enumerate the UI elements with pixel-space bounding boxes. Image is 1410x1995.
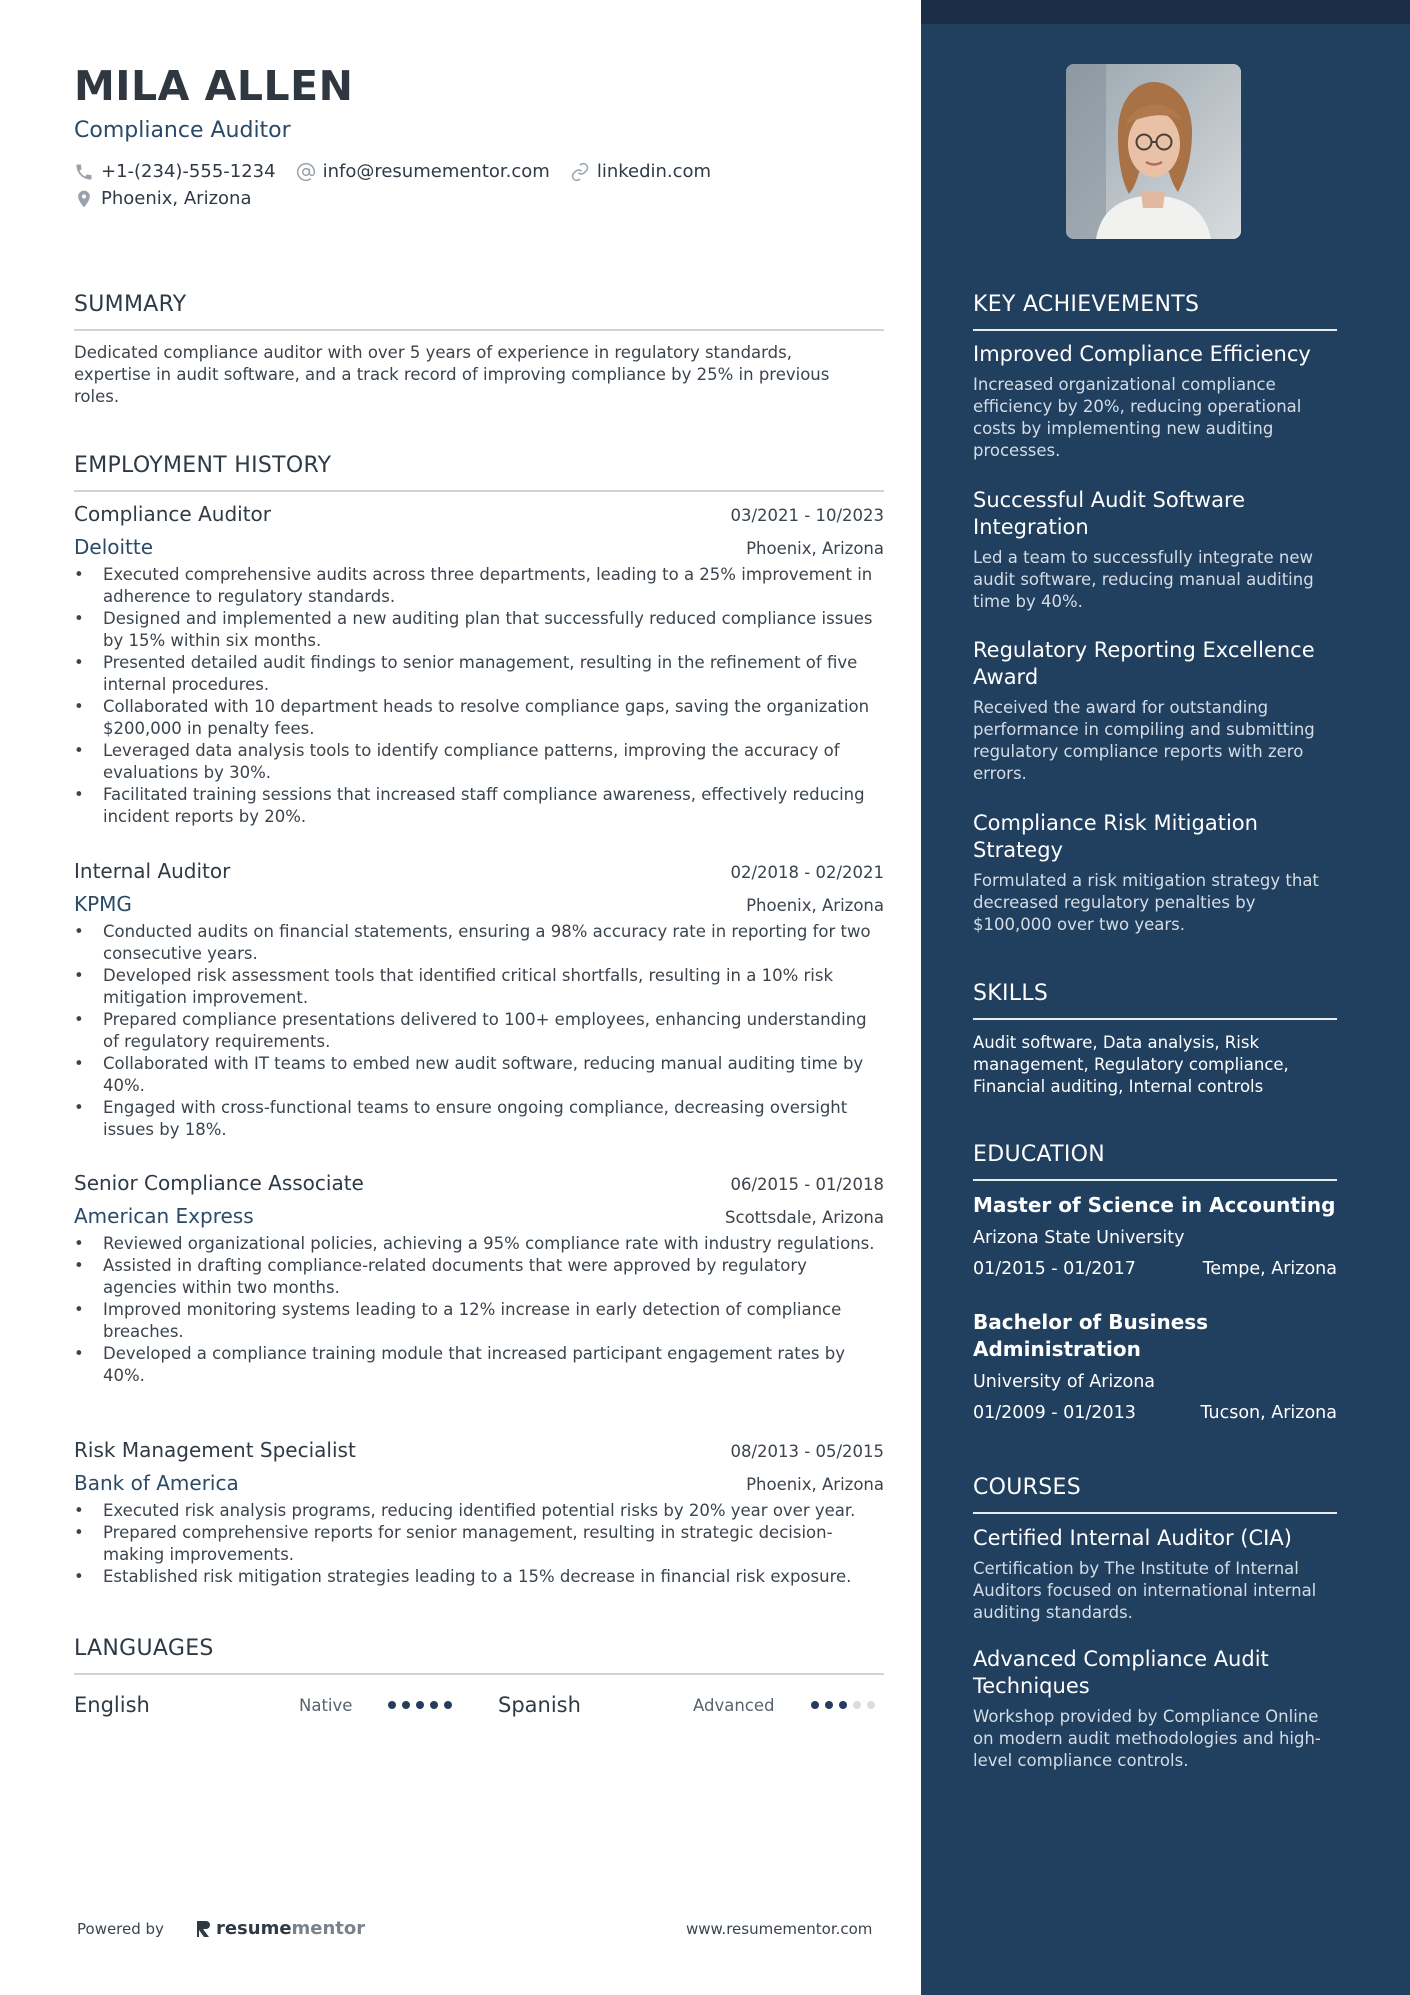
job-bullet: • Leveraged data analysis tools to identify compliance patterns, improving the accuracy of evaluations by 30%.: [74, 740, 884, 784]
skills-heading: SKILLS: [973, 981, 1337, 1020]
job-bullet: • Developed risk assessment tools that identified critical shortfalls, resulting in a 10% risk mitigation improvement.: [74, 965, 884, 1009]
contact-location: [74, 188, 251, 209]
achievement-item: [973, 341, 1337, 462]
course-item: [973, 1646, 1337, 1772]
brand-part-a: resume: [215, 1918, 292, 1939]
course-item: [973, 1525, 1337, 1624]
job-bullet: • Reviewed organizational policies, achieving a 95% compliance rate with industry regulations.: [74, 1233, 884, 1255]
job-bullet: • Assisted in drafting compliance-related documents that were approved by regulatory agencies within two months.: [74, 1255, 884, 1299]
job-bullet: • Engaged with cross-functional teams to ensure ongoing compliance, decreasing oversight issues by 18%.: [74, 1097, 884, 1141]
language-name: Spanish: [498, 1693, 581, 1717]
job-role: Compliance Auditor: [74, 502, 271, 526]
portrait-image: [1066, 64, 1241, 239]
rating-dot-filled: [811, 1701, 819, 1709]
phone-text: +1-(234)-555-1234: [101, 161, 276, 182]
footer-website[interactable]: www.resumementor.com: [686, 1920, 873, 1938]
contact-row: [74, 161, 731, 182]
skills-text: Audit software, Data analysis, Risk management, Regulatory compliance, Financial auditing, Internal controls: [973, 1033, 1289, 1096]
job-bullets: [74, 921, 884, 1141]
course-text: Workshop provided by Compliance Online on modern audit methodologies and high-level compliance controls.: [973, 1707, 1321, 1770]
job-dates: 02/2018 - 02/2021: [730, 863, 884, 882]
achievement-title: Improved Compliance Efficiency: [973, 342, 1311, 366]
language-level: Native: [299, 1696, 353, 1715]
contact-row-2: [74, 188, 271, 209]
language-rating: [811, 1701, 881, 1709]
language-item: [74, 1690, 150, 1720]
summary-text: Dedicated compliance auditor with over 5 years of experience in regulatory standards, expertise in audit software, and a track record of improving compliance by 25% in previous roles.: [74, 343, 830, 406]
achievement-title: Regulatory Reporting Excellence Award: [973, 638, 1315, 689]
rating-dot-filled: [388, 1701, 396, 1709]
location-text: Phoenix, Arizona: [101, 188, 252, 209]
email-text: info@resumementor.com: [322, 161, 550, 182]
at-sign-icon: [296, 162, 316, 182]
job-bullet: • Facilitated training sessions that increased staff compliance awareness, effectively reducing incident reports by 20%.: [74, 784, 884, 828]
rating-dot-filled: [416, 1701, 424, 1709]
job-bullets: [74, 1500, 884, 1588]
education-location: Tucson, Arizona: [1200, 1403, 1337, 1423]
job-bullet: • Collaborated with 10 department heads to resolve compliance gaps, saving the organization $200,000 in penalty fees.: [74, 696, 884, 740]
job-bullet: • Prepared compliance presentations delivered to 100+ employees, enhancing understanding of regulatory requirements.: [74, 1009, 884, 1053]
job-bullets: [74, 564, 884, 828]
languages-heading: LANGUAGES: [74, 1636, 884, 1675]
education-item: [973, 1309, 1337, 1423]
language-rating: [388, 1701, 458, 1709]
job-bullet: • Presented detailed audit findings to senior management, resulting in the refinement of five internal procedures.: [74, 652, 884, 696]
job-bullet: • Prepared comprehensive reports for senior management, resulting in strategic decision-making improvements.: [74, 1522, 884, 1566]
language-level: Advanced: [693, 1696, 775, 1715]
job-bullet: • Conducted audits on financial statements, ensuring a 98% accuracy rate in reporting for two consecutive years.: [74, 921, 884, 965]
linkedin-text: linkedin.com: [596, 161, 712, 182]
job-company: Deloitte: [74, 535, 154, 559]
candidate-title: Compliance Auditor: [74, 118, 291, 143]
job-location: Phoenix, Arizona: [746, 1475, 884, 1494]
language-name: English: [74, 1693, 150, 1717]
job-entry: [74, 1171, 884, 1387]
rating-dot-empty: [867, 1701, 875, 1709]
job-bullet: • Developed a compliance training module that increased participant engagement rates by 40%.: [74, 1343, 884, 1387]
achievement-title: Successful Audit Software Integration: [973, 488, 1246, 539]
rating-dot-filled: [402, 1701, 410, 1709]
job-bullet: • Designed and implemented a new auditing plan that successfully reduced compliance issues by 15% within six months.: [74, 608, 884, 652]
job-bullet: • Established risk mitigation strategies leading to a 15% decrease in financial risk exposure.: [74, 1566, 884, 1588]
achievement-text: Formulated a risk mitigation strategy that decreased regulatory penalties by $100,000 over two years.: [973, 871, 1319, 934]
achievement-title: Compliance Risk Mitigation Strategy: [973, 811, 1258, 862]
job-entry: [74, 859, 884, 1141]
achievement-text: Received the award for outstanding performance in compiling and submitting regulatory compliance reports with zero errors.: [973, 698, 1315, 783]
job-dates: 06/2015 - 01/2018: [730, 1175, 884, 1194]
candidate-name: MILA ALLEN: [74, 62, 354, 110]
rating-dot-filled: [839, 1701, 847, 1709]
footer-powered: [77, 1918, 365, 1939]
link-icon: [570, 162, 590, 182]
job-role: Risk Management Specialist: [74, 1438, 356, 1462]
employment-heading: EMPLOYMENT HISTORY: [74, 453, 884, 492]
phone-icon: [74, 162, 94, 182]
achievement-text: Increased organizational compliance efficiency by 20%, reducing operational costs by implementing new auditing processes.: [973, 375, 1302, 460]
sidebar-top-bar: [921, 0, 1410, 24]
profile-photo: [1066, 64, 1241, 239]
achievements-heading: KEY ACHIEVEMENTS: [973, 292, 1337, 331]
rating-dot-filled: [825, 1701, 833, 1709]
resumementor-logo-icon: [194, 1919, 212, 1939]
job-bullet: • Improved monitoring systems leading to a 12% increase in early detection of compliance breaches.: [74, 1299, 884, 1343]
job-dates: 08/2013 - 05/2015: [730, 1442, 884, 1461]
contact-phone: [74, 161, 276, 182]
contact-linkedin[interactable]: [570, 161, 711, 182]
language-item: [498, 1690, 581, 1720]
education-location: Tempe, Arizona: [1202, 1259, 1337, 1279]
rating-dot-filled: [430, 1701, 438, 1709]
rating-dot-empty: [853, 1701, 861, 1709]
job-location: Phoenix, Arizona: [746, 539, 884, 558]
brand-logo[interactable]: [194, 1918, 365, 1939]
job-bullet: • Collaborated with IT teams to embed new audit software, reducing manual auditing time by 40%.: [74, 1053, 884, 1097]
job-entry: [74, 502, 884, 828]
education-school: Arizona State University: [973, 1228, 1185, 1248]
education-heading: EDUCATION: [973, 1142, 1337, 1181]
education-degree: Bachelor of Business Administration: [973, 1310, 1209, 1361]
job-role: Internal Auditor: [74, 859, 231, 883]
job-company: Bank of America: [74, 1471, 239, 1495]
education-school: University of Arizona: [973, 1372, 1156, 1392]
contact-email[interactable]: [296, 161, 550, 182]
job-bullet: • Executed comprehensive audits across three departments, leading to a 25% improvement in adherence to regulatory standards.: [74, 564, 884, 608]
rating-dot-filled: [444, 1701, 452, 1709]
job-location: Phoenix, Arizona: [746, 896, 884, 915]
job-company: KPMG: [74, 892, 132, 916]
job-location: Scottsdale, Arizona: [725, 1208, 884, 1227]
map-pin-icon: [74, 189, 94, 209]
education-item: [973, 1192, 1337, 1279]
job-role: Senior Compliance Associate: [74, 1171, 364, 1195]
summary-heading: SUMMARY: [74, 292, 884, 331]
job-bullets: [74, 1233, 884, 1387]
job-entry: [74, 1438, 884, 1588]
education-dates: 01/2009 - 01/2013: [973, 1403, 1136, 1423]
job-bullet: • Executed risk analysis programs, reducing identified potential risks by 20% year over year.: [74, 1500, 884, 1522]
course-title: Advanced Compliance Audit Techniques: [973, 1647, 1269, 1698]
achievement-item: [973, 637, 1337, 785]
achievement-item: [973, 487, 1337, 613]
course-text: Certification by The Institute of Internal Auditors focused on international internal auditing standards.: [973, 1559, 1317, 1622]
sidebar: [921, 0, 1410, 1995]
job-dates: 03/2021 - 10/2023: [730, 506, 884, 525]
education-dates: 01/2015 - 01/2017: [973, 1259, 1136, 1279]
course-title: Certified Internal Auditor (CIA): [973, 1526, 1292, 1550]
brand-part-b: mentor: [291, 1918, 366, 1939]
powered-by-label: Powered by: [77, 1919, 164, 1938]
achievement-item: [973, 810, 1337, 936]
job-company: American Express: [74, 1204, 254, 1228]
courses-heading: COURSES: [973, 1475, 1337, 1514]
languages-row: [74, 1690, 884, 1720]
achievement-text: Led a team to successfully integrate new audit software, reducing manual auditing time by 40%.: [973, 548, 1314, 611]
education-degree: Master of Science in Accounting: [973, 1193, 1336, 1217]
